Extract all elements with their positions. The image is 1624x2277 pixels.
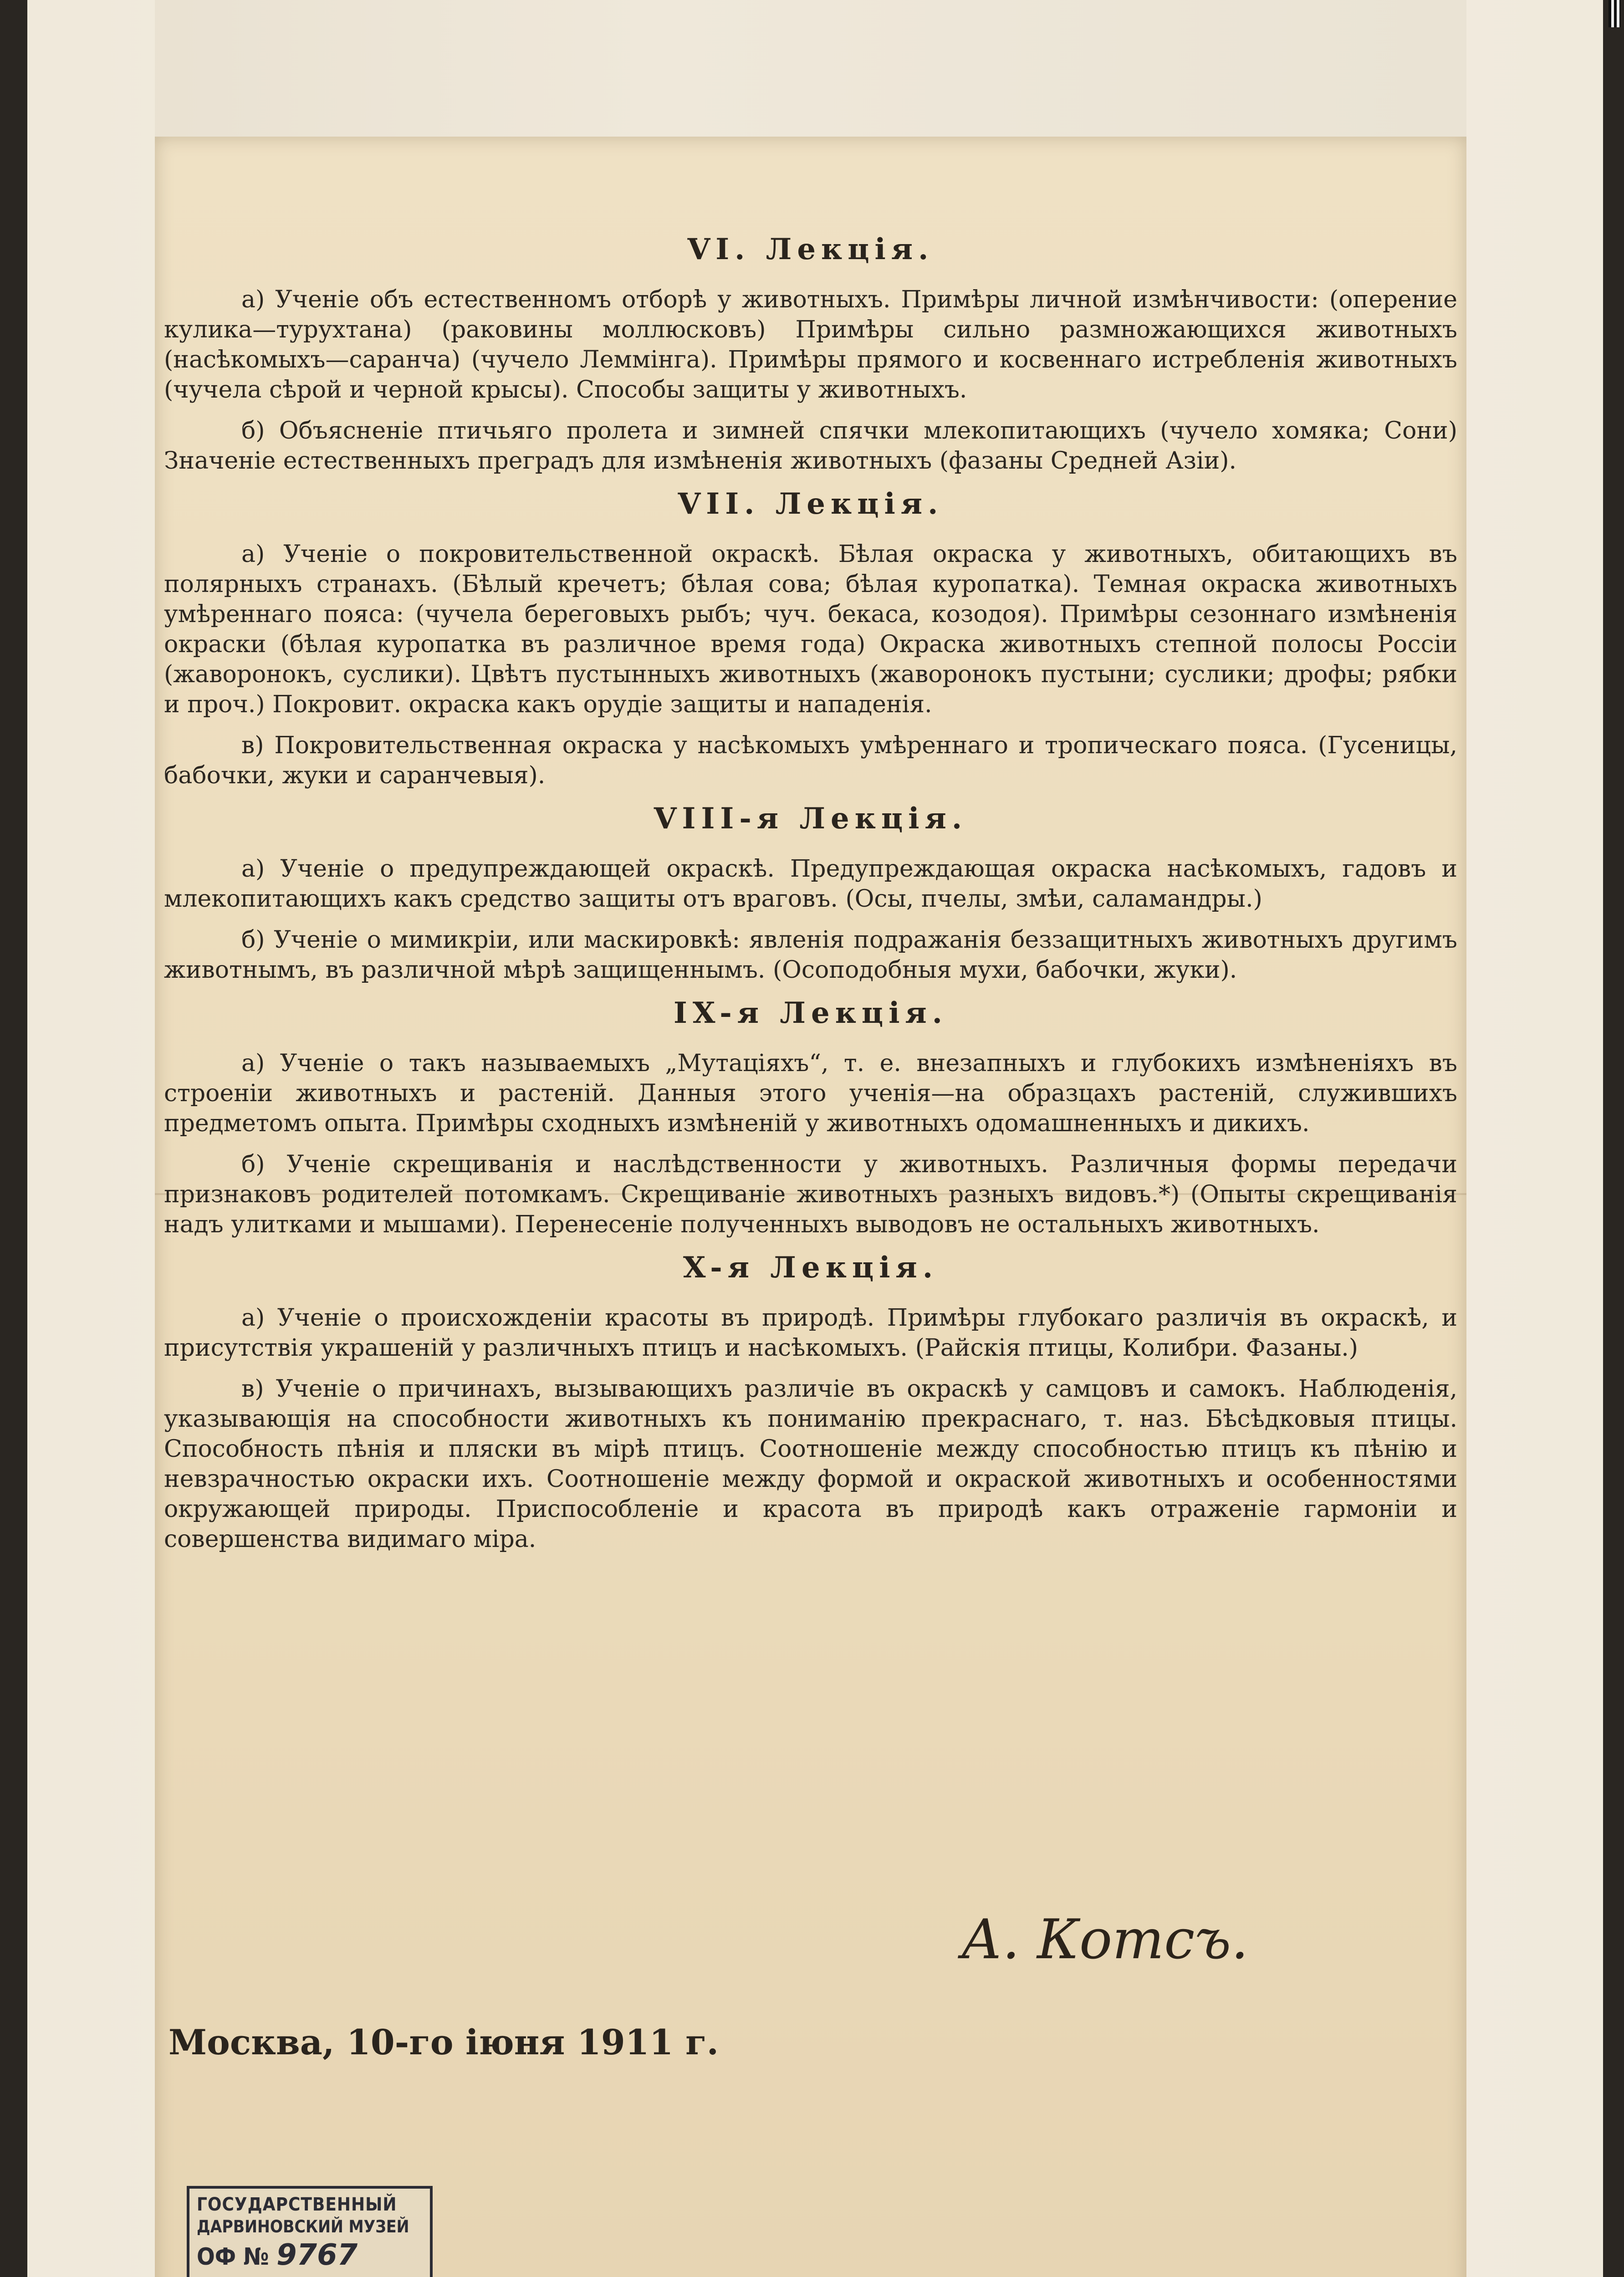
- lecture-10: [164, 1251, 1457, 1554]
- lecture-paragraph: б) Объясненіе птичьяго пролета и зимней спячки млекопитающихъ (чучело хомяка; Сони) Значеніе естественныхъ преградъ для измѣненія животныхъ (фазаны Средней Азіи).: [164, 417, 1457, 475]
- stamp-number-prefix: ОФ №: [197, 2243, 269, 2271]
- stamp-line-1: ГОСУДАРСТВЕННЫЙ: [197, 2194, 397, 2215]
- left-mount-strip: [27, 0, 155, 2277]
- museum-stamp: [187, 2186, 433, 2277]
- lecture-paragraph: а) Ученіе объ естественномъ отборѣ у животныхъ. Примѣры личной измѣнчивости: (оперение кулика—турухтана) (раковины моллюсковъ) Примѣры сильно размножающихся животныхъ (насѣкомыхъ—саранча) (чучело Леммінга). Примѣры прямого и косвеннаго истребленія животныхъ (чучела сѣрой и черной крысы). Способы защиты у животныхъ.: [164, 286, 1457, 403]
- lecture-paragraph: а) Ученіе о такъ называемыхъ „Мутаціяхъ“, т. е. внезапныхъ и глубокихъ измѣненіяхъ въ строеніи животныхъ и растеній. Данныя этого ученія—на образцахъ растеній, служившихъ предметомъ опыта. Примѣры сходныхъ измѣненій у животныхъ одомашненныхъ и дикихъ.: [164, 1050, 1457, 1137]
- place-and-date: Москва, 10-го іюня 1911 г.: [169, 2022, 719, 2063]
- lecture-heading: X-я Лекція.: [683, 1251, 939, 1285]
- stamp-handwritten-number: 9767: [276, 2238, 358, 2272]
- lecture-heading: VII. Лекція.: [678, 487, 944, 521]
- lecture-paragraph: б) Ученіе скрещиванія и наслѣдственности у животныхъ. Различныя формы передачи признаковъ родителей потомкамъ. Скрещиваніе животныхъ разныхъ видовъ.*) (Опыты скрещиванія надъ улитками и мышами). Перенесеніе полученныхъ выводовъ не остальныхъ животныхъ.: [164, 1151, 1457, 1238]
- right-mount-strip: [1466, 0, 1603, 2277]
- lecture-heading: VI. Лекція.: [687, 232, 934, 266]
- lecture-7: [164, 487, 1457, 791]
- lecture-9: [164, 996, 1457, 1240]
- lecture-heading: IX-я Лекція.: [673, 996, 948, 1030]
- lecture-6: [164, 232, 1457, 476]
- lecture-paragraph: а) Ученіе о происхожденіи красоты въ природѣ. Примѣры глубокаго различія въ окраскѣ, и присутствія украшеній у различныхъ птицъ и насѣкомыхъ. (Райскія птицы, Колибри. Фазаны.): [164, 1304, 1457, 1362]
- lecture-heading: VIII-я Лекція.: [654, 802, 968, 836]
- lecture-paragraph: в) Покровительственная окраска у насѣкомыхъ умѣреннаго и тропическаго пояса. (Гусеницы, бабочки, жуки и саранчевыя).: [164, 732, 1457, 789]
- author-signature: А. Котсъ.: [961, 1908, 1249, 1971]
- lecture-8: [164, 802, 1457, 985]
- lecture-paragraph: в) Ученіе о причинахъ, вызывающихъ различіе въ окраскѣ у самцовъ и самокъ. Наблюденія, указывающія на способности животныхъ къ пониманію прекраснаго, т. наз. Бѣсѣдковыя птицы. Способность пѣнія и пляски въ мірѣ птицъ. Соотношеніе между способностью птицъ къ пѣнію и невзрачностью окраски ихъ. Соотношеніе между формой и окраской животныхъ и особенностями окружающей природы. Приспособленіе и красота въ природѣ какъ отраженіе гармоніи и совершенства видимаго міра.: [164, 1375, 1457, 1553]
- lectures-text: [164, 232, 1457, 1565]
- lecture-paragraph: а) Ученіе о покровительственной окраскѣ. Бѣлая окраска у животныхъ, обитающихъ въ полярныхъ странахъ. (Бѣлый кречетъ; бѣлая сова; бѣлая куропатка). Темная окраска животныхъ умѣреннаго пояса: (чучела береговыхъ рыбъ; чуч. бекаса, козодоя). Примѣры сезоннаго измѣненія окраски (бѣлая куропатка въ различное время года) Окраска животныхъ степной полосы Россіи (жаворонокъ, суслики). Цвѣтъ пустынныхъ животныхъ (жаворонокъ пустыни; суслики; дрофы; рябки и проч.) Покровит. окраска какъ орудіе защиты и нападенія.: [164, 541, 1457, 718]
- lecture-paragraph: а) Ученіе о предупреждающей окраскѣ. Предупреждающая окраска насѣкомыхъ, гадовъ и млекопитающихъ какъ средство защиты отъ враговъ. (Осы, пчелы, змѣи, саламандры.): [164, 855, 1457, 913]
- lecture-paragraph: б) Ученіе о мимикріи, или маскировкѣ: явленія подражанія беззащитныхъ животныхъ другимъ животнымъ, въ различной мѣрѣ защищеннымъ. (Осоподобныя мухи, бабочки, жуки).: [164, 926, 1457, 984]
- color-scale-bar: [1609, 0, 1620, 27]
- stamp-line-2: ДАРВИНОВСКИЙ МУЗЕЙ: [197, 2217, 409, 2236]
- stamp-line-3: [197, 2238, 423, 2272]
